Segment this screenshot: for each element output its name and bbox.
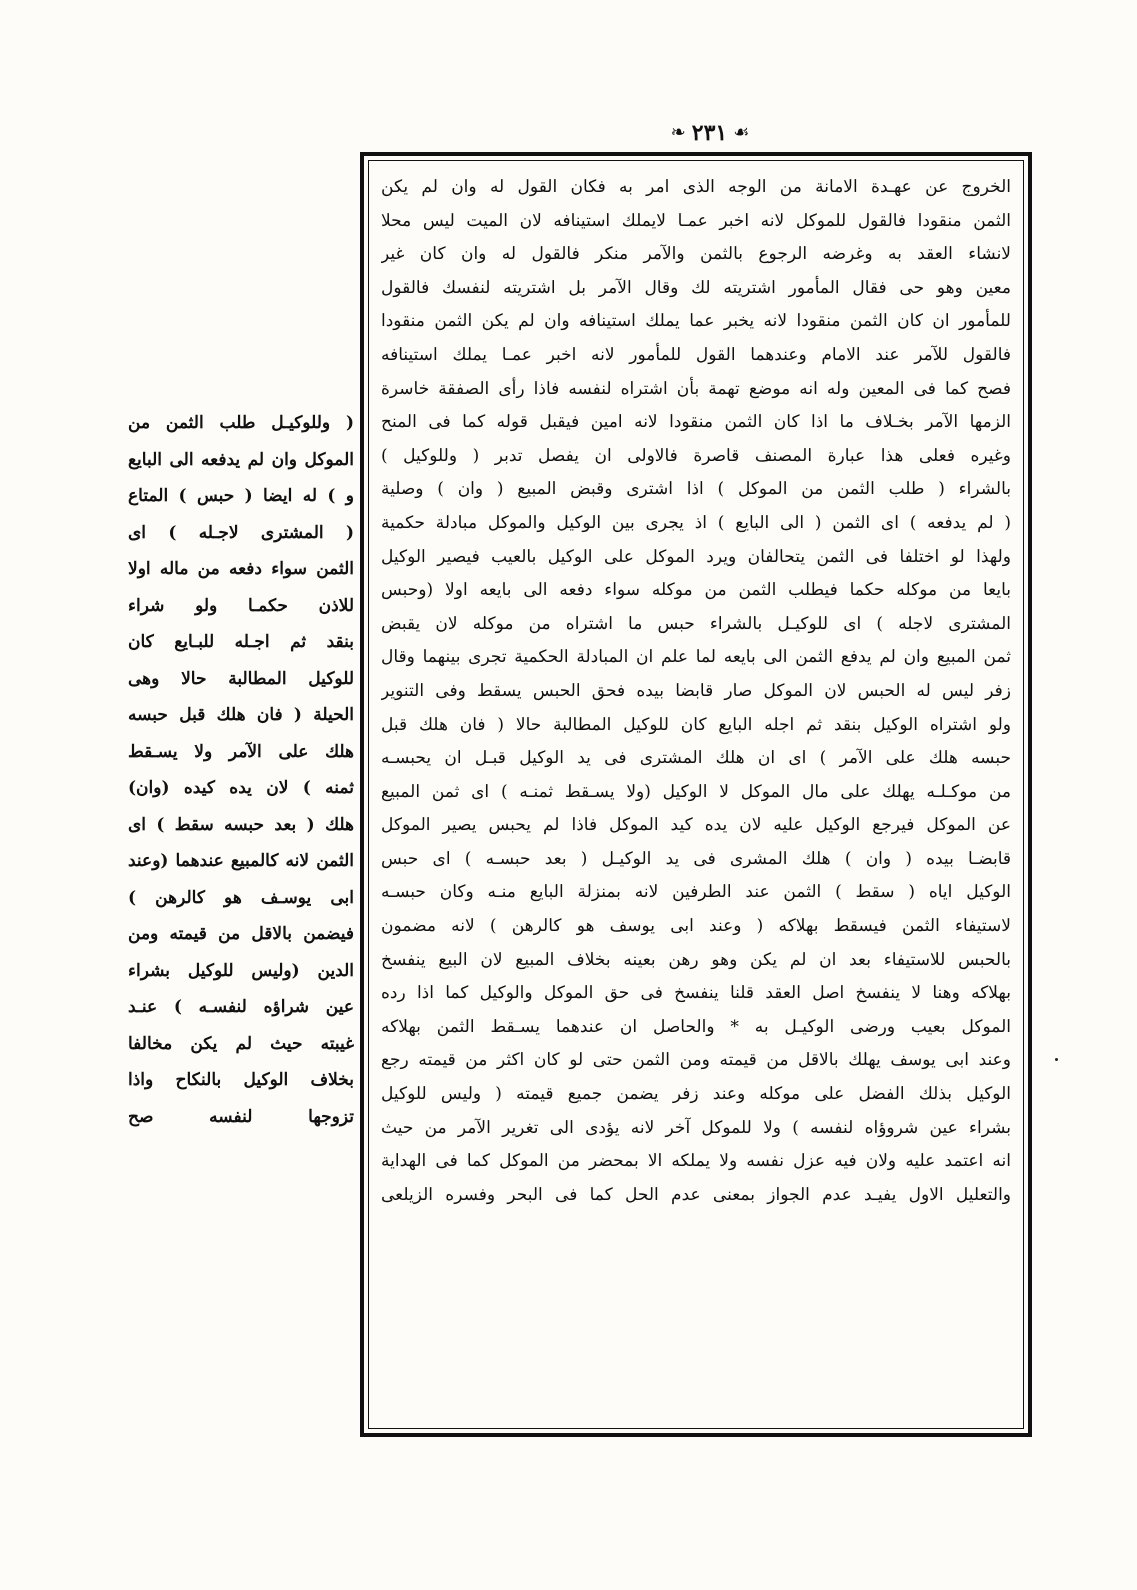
side-text-line: عين شراؤه لنفسـه ) عنـد [128,997,354,1017]
side-text-line: غيبته حيث لم يكن مخالفا [128,1033,354,1054]
main-text-line: بالشراء ( طلب الثمن من الموكل ) اذا اشترى وقبض المبيع ( وان ) وصلية [381,479,1011,500]
main-text-line: وعند ابى يوسف يهلك بالاقل من قيمته ومن الثمن حتى لو كان اكثر من قيمته رجع [381,1050,1011,1071]
main-text-line: عن الموكل فيرجع الوكيل عليه لان يده كيد الموكل فاذا لم يحبس يصير الموكل [381,815,1011,836]
side-text-line: تزوجها لنفسه صح [128,1106,354,1127]
side-text-line: الثمن لانه كالمبيع عندهما (وعند [128,851,354,871]
main-text-line: بايعا من موكله حكما فيطلب الثمن من موكله سواء دفعه الى بايعه اولا (وحبس [381,580,1011,601]
main-text-line: الخروج عن عهـدة الامانة من الوجه الذى امر به فكان القول له وان لم يكن [381,177,1011,197]
main-text-line: زفر ليس له الحبس لان الموكل صار قابضا بيده فحق الحبس يسقط وفى التنوير [381,680,1011,701]
main-text-line: بشراء عين شروؤاه لنفسه ) ولا للموكل آخر لانه يؤدى الى تغرير الآمر من حيث [381,1117,1011,1138]
main-text-line: قابضـا بيده ( وان ) هلك المشرى فى يد الوكيـل ( بعد حبسـه ) اى حبس [381,848,1011,869]
main-text-line: والتعليل الاول يفيـد عدم الجواز بمعنى عدم الحل كما فى البحر وفسره الزيلعى [381,1184,1011,1205]
main-text-frame [360,152,1032,1437]
side-text-line: هلك على الآمر ولا يسـقط [128,741,354,762]
side-text-line: الثمن سواء دفعه من ماله اولا [128,559,354,579]
side-text-line: الدين (وليس للوكيل بشراء [128,960,354,981]
side-text-line: فيضمن بالاقل من قيمته ومن [128,924,354,944]
margin-dot [1055,1058,1058,1061]
page-header [640,118,780,148]
side-text-line: للاذن حكمـا ولو شراء [128,595,354,616]
side-text-line: ابى يوسـف هو كالرهن ) [128,887,354,908]
side-text-line: للوكيل المطالبة حالا وهى [128,668,354,689]
side-text-line: ( المشترى لاجـله ) اى [128,522,354,543]
main-text-line: معين وهو حى فقال المأمور اشتريته لك وقال الآمر بل اشتريته لنفسك فالقول [381,277,1011,298]
main-text-line: ( لم يدفعه ) اى الثمن ( الى البايع ) اذ يجرى بين الوكيل والموكل مبادلة حكمية [381,512,1011,533]
side-matn-text [128,405,354,1135]
main-text-line: ثمن المبيع وان لم يدفع الثمن الى بايعه لما علم ان المبادلة الحكمية تجرى بينهما وقال [381,647,1011,668]
page-number: ٢٣١ [691,120,728,146]
side-text-line: ( وللوكيـل طلب الثمن من [128,413,354,433]
main-text-line: الثمن منقودا فالقول للموكل لانه اخبر عمـا لايملك استينافه لان الميت ليس محلا [381,210,1011,231]
main-text-line: للمأمور ان كان الثمن منقودا لانه يخبر عما يملك استينافه وان لم يكن الثمن منقودا [381,311,1011,332]
main-text-line: الزمها الآمر بخـلاف ما اذا كان الثمن منقودا لانه امين فيقبل قوله كما فى المنح [381,412,1011,433]
ornament-left-icon: ❧ [670,122,686,143]
main-text-line: وغيره فعلى هذا عبارة المصنف قاصرة فالاولى ان يفصل تدبر ( وللوكيل ) [381,445,1011,466]
main-text-line: من موكـلـه يهلك على مال الموكل لا الوكيل (ولا يسـقط ثمنـه ) اى ثمن المبيع [381,781,1011,802]
main-text-line: الموكل بعيب ورضى الوكيـل به * والحاصل ان عندهما يسـقط الثمن بهلاكه [381,1016,1011,1037]
main-text-body [381,171,1011,1421]
side-text-line: ثمنه ) لان يده كيده (وان) [128,778,354,798]
side-text-line: و ) له ايضا ( حبس ) المتاع [128,486,354,506]
main-text-line: ولهذا لو اختلفا فى الثمن يتحالفان ويرد الموكل على الوكيل بالعيب فيصير الوكيل [381,546,1011,567]
main-text-line: لانشاء العقد به وغرضه الرجوع بالثمن والآمر منكر فالقول له وان كان غير [381,244,1011,265]
main-text-line: بالحبس للاستيفاء بعد ان لم يكن وهو رهن بعينه بخلاف المبيع لان البيع ينفسخ [381,949,1011,970]
main-text-line: الوكيل بذلك الفضل على موكله وعند زفر يضمن جميع قيمته ( وليس للوكيل [381,1084,1011,1105]
side-text-line: الحيلة ( فان هلك قبل حبسه [128,705,354,725]
main-text-line: ولو اشتراه الوكيل بنقد ثم اجله البايع كان للوكيل المطالبة حالا ( فان هلك قبل [381,714,1011,735]
main-text-line: فصح كما فى المعين وله انه موضع تهمة بأن اشتراه لنفسه فاذا رأى الصفقة خاسرة [381,378,1011,399]
main-text-line: انه اعتمد عليه ولان فيه عزل نفسه ولا يملكه الا بمحضر من الموكل كما فى الهداية [381,1151,1011,1172]
main-text-line: فالقول للآمر عند الامام وعندهما القول للمأمور لانه اخبر عمـا يملك استينافه [381,344,1011,365]
main-text-line: لاستيفاء الثمن فيسقط بهلاكه ( وعند ابى يوسف هو كالرهن ) لانه مضمون [381,916,1011,937]
main-text-line: المشترى لاجله ) اى للوكيـل بالشراء حبس ما اشتراه من موكله لان يقبض [381,613,1011,634]
main-text-line: حبسه هلك على الآمر ) اى ان هلك المشترى فى يد الوكيل قبـل ان يحبسـه [381,748,1011,769]
main-text-line: الوكيل اياه ( سقط ) الثمن عند الطرفين لانه بمنزلة البايع منـه وكان حبسـه [381,882,1011,903]
main-text-frame-inner [368,160,1024,1429]
main-text-line: بهلاكه وهنا لا ينفسخ اصل العقد قلنا ينفسخ فى حق الموكل والوكيل كما اذا رده [381,983,1011,1004]
side-text-line: بنقد ثم اجـله للبـايع كان [128,632,354,652]
side-text-line: هلك ( بعد حبسه سقط ) اى [128,814,354,835]
side-text-line: الموكل وان لم يدفعه الى البايع [128,449,354,470]
side-text-line: بخلاف الوكيل بالنكاح واذا [128,1070,354,1090]
ornament-right-icon: ☙ [733,122,750,143]
